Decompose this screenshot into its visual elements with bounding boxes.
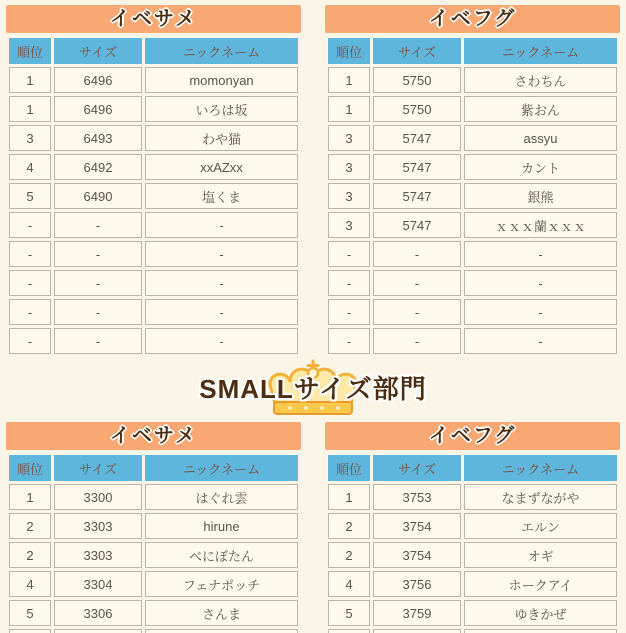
rank-cell: 1 <box>328 96 370 122</box>
column-header: ニックネーム <box>145 455 298 481</box>
nickname-cell: オギ <box>464 542 617 568</box>
table-row <box>9 299 298 325</box>
nickname-cell: はぐれ雲 <box>145 484 298 510</box>
size-cell <box>54 629 142 633</box>
size-cell: 5747 <box>373 154 461 180</box>
table-row <box>9 67 298 93</box>
nickname-cell: エルン <box>464 513 617 539</box>
rank-cell: 4 <box>9 154 51 180</box>
rank-cell: 2 <box>328 513 370 539</box>
rank-cell: 3 <box>328 154 370 180</box>
table-row <box>9 241 298 267</box>
rank-cell: 3 <box>9 125 51 151</box>
rank-cell: 4 <box>9 571 51 597</box>
table-row <box>328 154 617 180</box>
size-cell: - <box>54 299 142 325</box>
nickname-cell: - <box>145 299 298 325</box>
size-cell: 3304 <box>54 571 142 597</box>
nickname-cell: assyu <box>464 125 617 151</box>
ranking-table-ibefugu-small <box>325 452 620 633</box>
nickname-cell: - <box>464 241 617 267</box>
nickname-cell: 紫おん <box>464 96 617 122</box>
rank-cell: - <box>328 270 370 296</box>
nickname-cell: - <box>145 212 298 238</box>
column-header: ニックネーム <box>464 38 617 64</box>
column-header: サイズ <box>54 38 142 64</box>
table-row <box>9 484 298 510</box>
nickname-cell: hirune <box>145 513 298 539</box>
nickname-cell <box>464 629 617 633</box>
ranking-table-ibefugu-top <box>325 35 620 357</box>
table-row <box>9 571 298 597</box>
rank-cell: 1 <box>9 484 51 510</box>
table-row <box>328 241 617 267</box>
ranking-table-ibesame-top <box>6 35 301 357</box>
nickname-cell: - <box>464 299 617 325</box>
size-cell: 3300 <box>54 484 142 510</box>
rank-cell: 5 <box>9 600 51 626</box>
table-row <box>9 629 298 633</box>
column-header: 順位 <box>328 455 370 481</box>
table-row <box>9 96 298 122</box>
nickname-cell: - <box>464 270 617 296</box>
nickname-cell: - <box>145 328 298 354</box>
table-title-band: イベフグ <box>325 5 620 33</box>
table-row <box>328 96 617 122</box>
table-row <box>328 125 617 151</box>
table-row <box>9 270 298 296</box>
column-header: 順位 <box>9 38 51 64</box>
size-cell: 6490 <box>54 183 142 209</box>
size-cell: 3753 <box>373 484 461 510</box>
nickname-cell: 塩くま <box>145 183 298 209</box>
size-cell <box>373 629 461 633</box>
nickname-cell: わや猫 <box>145 125 298 151</box>
table-row <box>328 513 617 539</box>
rank-cell: 3 <box>328 212 370 238</box>
column-header: サイズ <box>54 455 142 481</box>
size-cell: - <box>54 328 142 354</box>
rank-cell: 2 <box>9 542 51 568</box>
small-division-heading <box>0 357 626 417</box>
size-cell: 3754 <box>373 542 461 568</box>
table-row <box>9 154 298 180</box>
size-cell: - <box>373 328 461 354</box>
size-cell: 6492 <box>54 154 142 180</box>
table-row <box>9 513 298 539</box>
nickname-cell: - <box>145 241 298 267</box>
rank-cell: 1 <box>328 67 370 93</box>
nickname-cell: 銀熊 <box>464 183 617 209</box>
table-row <box>9 328 298 354</box>
table-row <box>9 125 298 151</box>
rank-block-ibefugu-top <box>325 5 620 357</box>
rank-cell: - <box>9 241 51 267</box>
column-header: サイズ <box>373 455 461 481</box>
table-row <box>328 542 617 568</box>
rank-cell: - <box>9 270 51 296</box>
rank-cell: 3 <box>328 183 370 209</box>
column-header: ニックネーム <box>145 38 298 64</box>
rank-cell: - <box>328 299 370 325</box>
rank-cell: - <box>328 241 370 267</box>
rank-block-ibesame-small <box>6 422 301 633</box>
size-cell: - <box>54 270 142 296</box>
header-row <box>9 455 298 481</box>
nickname-cell: ｘｘｘ蘭ｘｘｘ <box>464 212 617 238</box>
nickname-cell: さんま <box>145 600 298 626</box>
ranking-table-ibesame-small <box>6 452 301 633</box>
nickname-cell <box>145 629 298 633</box>
nickname-cell: - <box>145 270 298 296</box>
small-tables-section <box>0 422 626 633</box>
size-cell: 3303 <box>54 513 142 539</box>
table-row <box>9 212 298 238</box>
table-row <box>9 542 298 568</box>
header-row <box>9 38 298 64</box>
column-header: ニックネーム <box>464 455 617 481</box>
size-cell: - <box>373 270 461 296</box>
size-cell: 5747 <box>373 125 461 151</box>
rank-cell: 1 <box>9 96 51 122</box>
size-cell: 5750 <box>373 96 461 122</box>
size-cell: - <box>373 299 461 325</box>
table-row <box>328 183 617 209</box>
rank-cell <box>328 629 370 633</box>
rank-cell: - <box>9 328 51 354</box>
rank-cell: - <box>328 328 370 354</box>
size-cell: 5747 <box>373 212 461 238</box>
table-row <box>328 212 617 238</box>
nickname-cell: カント <box>464 154 617 180</box>
rank-cell: 3 <box>328 125 370 151</box>
size-cell: - <box>373 241 461 267</box>
table-row <box>9 600 298 626</box>
table-row <box>328 629 617 633</box>
size-cell: - <box>54 241 142 267</box>
size-cell: 3756 <box>373 571 461 597</box>
nickname-cell: momonyan <box>145 67 298 93</box>
size-cell: 3754 <box>373 513 461 539</box>
table-title-band: イベフグ <box>325 422 620 450</box>
column-header: 順位 <box>9 455 51 481</box>
size-cell: 3303 <box>54 542 142 568</box>
size-cell: - <box>54 212 142 238</box>
nickname-cell: いろは坂 <box>145 96 298 122</box>
rank-cell: 1 <box>328 484 370 510</box>
nickname-cell: べにぼたん <box>145 542 298 568</box>
header-row <box>328 38 617 64</box>
nickname-cell: - <box>464 328 617 354</box>
top-tables-section <box>0 5 626 357</box>
column-header: 順位 <box>328 38 370 64</box>
nickname-cell: さわちん <box>464 67 617 93</box>
rank-cell: 2 <box>9 513 51 539</box>
size-cell: 6496 <box>54 67 142 93</box>
size-cell: 3759 <box>373 600 461 626</box>
small-division-title: SMALLサイズ部門 <box>199 374 427 404</box>
size-cell: 5750 <box>373 67 461 93</box>
table-row <box>9 183 298 209</box>
size-cell: 3306 <box>54 600 142 626</box>
header-row <box>328 455 617 481</box>
table-title-band: イベサメ <box>6 422 301 450</box>
rank-block-ibesame-top <box>6 5 301 357</box>
rank-cell: 4 <box>328 571 370 597</box>
rank-cell: 2 <box>328 542 370 568</box>
nickname-cell: ホークアイ <box>464 571 617 597</box>
rank-cell: 5 <box>328 600 370 626</box>
size-cell: 5747 <box>373 183 461 209</box>
rank-cell <box>9 629 51 633</box>
table-row <box>328 270 617 296</box>
rank-cell: - <box>9 212 51 238</box>
size-cell: 6493 <box>54 125 142 151</box>
nickname-cell: ゆきかぜ <box>464 600 617 626</box>
table-row <box>328 299 617 325</box>
table-row <box>328 484 617 510</box>
table-row <box>328 571 617 597</box>
table-title-band: イベサメ <box>6 5 301 33</box>
nickname-cell: xxAZxx <box>145 154 298 180</box>
rank-cell: 5 <box>9 183 51 209</box>
nickname-cell: フェナポッチ <box>145 571 298 597</box>
rank-block-ibefugu-small <box>325 422 620 633</box>
size-cell: 6496 <box>54 96 142 122</box>
table-row <box>328 600 617 626</box>
table-row <box>328 67 617 93</box>
nickname-cell: なまずながや <box>464 484 617 510</box>
table-row <box>328 328 617 354</box>
column-header: サイズ <box>373 38 461 64</box>
rank-cell: 1 <box>9 67 51 93</box>
rank-cell: - <box>9 299 51 325</box>
